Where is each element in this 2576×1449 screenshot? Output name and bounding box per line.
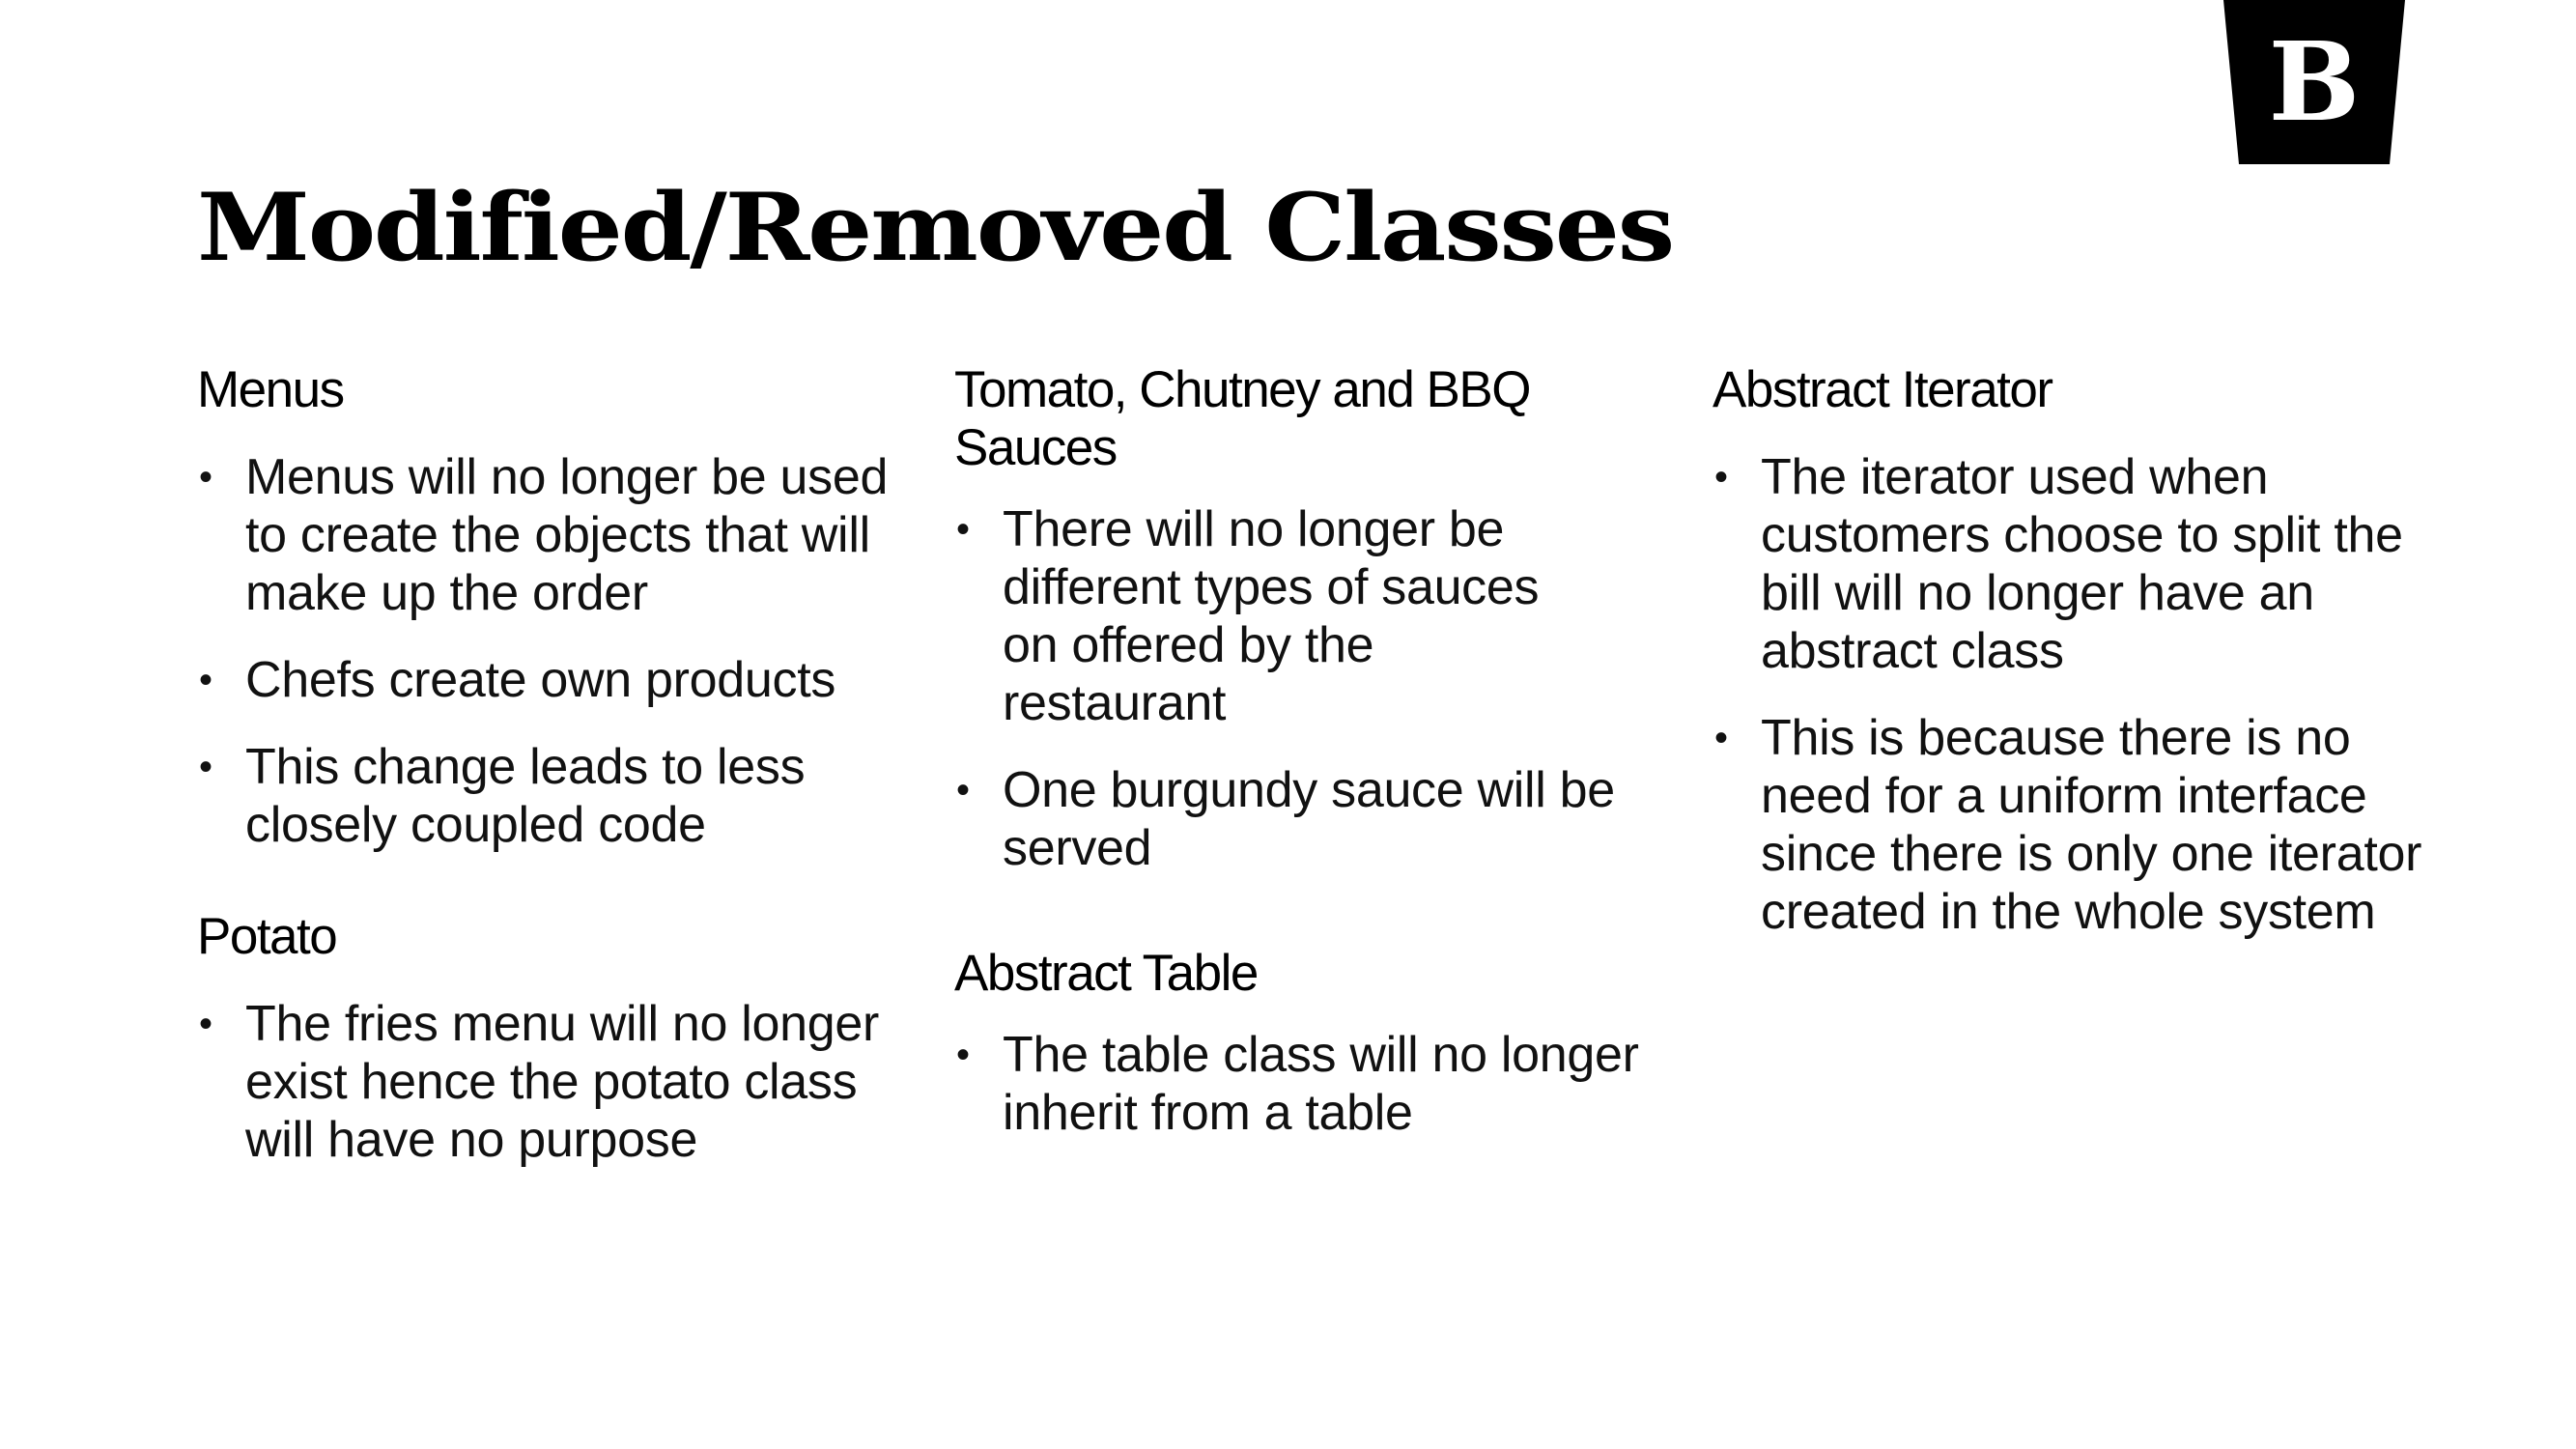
bullet-item [954,1026,1659,1142]
bullet-dot: • [956,508,970,551]
bullet-text: The iterator used when customers choose to split the bill will no longer have an abstract class [1761,449,2403,679]
bullet-text: The table class will no longer inherit from a table [1003,1027,1639,1141]
bullet-text: Menus will no longer be used to create the objects that will make up the order [245,449,889,621]
bullet-list [954,500,1669,877]
bullet-dot: • [199,746,212,788]
bullet-item [197,651,912,709]
bullet-dot: • [956,769,970,811]
bullet-item [954,500,1601,732]
section-sauces [954,361,1669,877]
section-heading: Potato [197,908,337,965]
bullet-item [197,995,912,1169]
bullet-dot: • [956,1034,970,1076]
section-potato [197,908,912,1169]
bullet-list [197,448,912,854]
bullet-list [197,995,912,1169]
bullet-text: Chefs create own products [245,652,836,708]
logo-letter: B [2268,19,2361,146]
section-heading: Menus [197,361,344,418]
section-heading: Abstract Table [954,945,1258,1002]
section-heading: Abstract Iterator [1713,361,2052,418]
bullet-text: The fries menu will no longer exist hence the potato class will have no purpose [245,996,880,1168]
bullet-text: One burgundy sauce will be served [1003,762,1615,876]
bullet-text: This change leads to less closely coupled code [245,739,806,853]
bullet-text: This is because there is no need for a uniform interface since there is only one iterator created in the whole system [1761,710,2422,940]
bullet-dot: • [199,659,212,701]
section-abstract-iterator [1713,361,2427,941]
bullet-text: There will no longer be different types of sauces on offered by the restaurant [1003,501,1540,731]
bullet-item [954,761,1640,877]
bullet-dot: • [1714,456,1728,498]
section-menus [197,361,912,854]
column-1 [197,361,912,1169]
slide-title: Modified/Removed Classes [197,173,1674,282]
bullet-list [1713,448,2427,941]
bullet-item [197,448,912,622]
bullet-dot: • [199,456,212,498]
column-3 [1713,361,2427,941]
brand-logo [2223,0,2405,164]
bullet-item [197,738,912,854]
bullet-dot: • [199,1003,212,1045]
section-abstract-table [954,945,1669,1142]
bullet-dot: • [1714,717,1728,759]
bullet-list [954,1026,1669,1142]
section-heading: Tomato, Chutney and BBQ Sauces [954,361,1530,476]
bullet-item [1713,709,2437,941]
bullet-item [1713,448,2418,680]
column-2 [954,361,1669,1142]
